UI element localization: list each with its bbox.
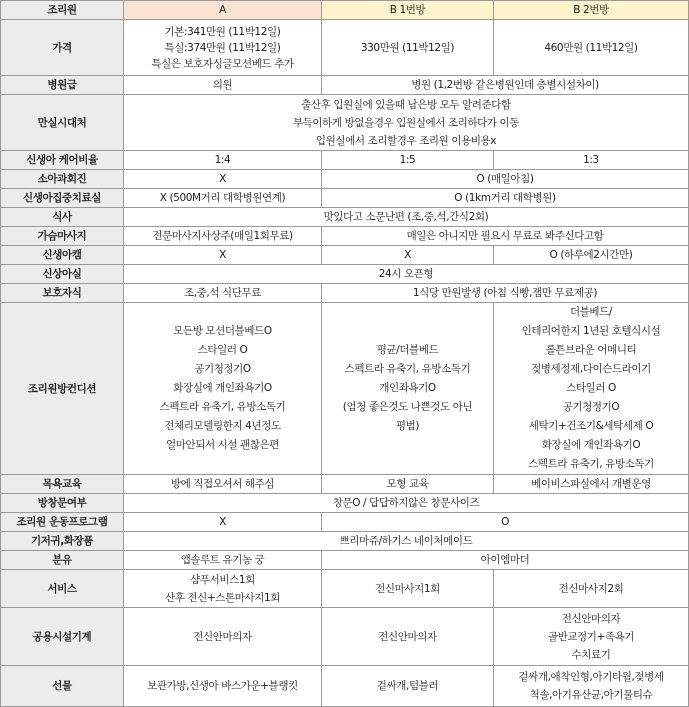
- label-ratio: 신생아 케어비율: [1, 151, 124, 170]
- visit-all: 창문O / 답답하지않은 창문사이즈: [124, 494, 689, 513]
- nursery-all: 24시 오픈형: [124, 265, 689, 284]
- facility-b2-line: 전신안마의자: [561, 612, 621, 625]
- gift-b1: 겉싸개,텀블러: [322, 666, 494, 707]
- emergency-line: 부득이하게 방없을경우 입원실에서 조리하다가 이동: [292, 116, 520, 129]
- row-cam: [1, 246, 689, 265]
- hospital-b: 병원 (1,2번방 같은병원인데 층별시설차이): [322, 76, 689, 95]
- facility-b2-line: 골반교정기+족욕기: [547, 630, 635, 643]
- header-col-b2: B 2번방: [494, 1, 689, 20]
- label-price: 가격: [1, 20, 124, 76]
- ratio-b2: 1:3: [494, 151, 689, 170]
- row-diaper: [1, 532, 689, 551]
- condition-a-line: 화장실에 개인좌욕기O: [173, 382, 272, 394]
- price-a-line: 특실은 보호자싱글모션베드 추가: [151, 57, 294, 70]
- guardian-b: 1식당 만원발생 (아침 식빵,잼만 무료제공): [322, 284, 689, 303]
- facility-b2-line: 수치료기: [571, 648, 611, 661]
- row-formula: [1, 551, 689, 570]
- condition-b2-line: 세탁기+건조기&세탁세제 O: [528, 420, 654, 432]
- row-guardian: [1, 284, 689, 303]
- row-gift: [1, 666, 689, 707]
- price-a: [124, 20, 322, 76]
- bathing-b2: 베이비스파실에서 개별운영: [494, 475, 689, 494]
- header-row-label: 조리원: [1, 1, 124, 20]
- price-b2: 460만원 (11박12일): [494, 20, 689, 76]
- label-visit: 방창문여부: [1, 494, 124, 513]
- row-price: [1, 20, 689, 76]
- price-a-line: 특실:374만원 (11박12일): [164, 41, 281, 54]
- label-hospital: 병원급: [1, 76, 124, 95]
- gift-b2: [494, 666, 689, 707]
- cam-b2: O (하루에2시간만): [494, 246, 689, 265]
- formula-b: 아이엠마더: [322, 551, 689, 570]
- label-condition: 조리원방컨디션: [1, 303, 124, 475]
- condition-a-line: 얼마안되서 시설 괜찮은편: [165, 439, 280, 451]
- condition-a-line: 스펙트라 유축기, 유방소독기: [159, 401, 286, 413]
- pediatric-a: X: [124, 170, 322, 189]
- condition-b2-line: 더블베드/: [569, 306, 613, 318]
- emergency-line: 입원실에서 조리할경우 조리원 이용비용x: [315, 134, 497, 147]
- label-guardian: 보호자식: [1, 284, 124, 303]
- label-nicu: 신생아집중치료실: [1, 189, 124, 208]
- formula-a: 앱솔루트 유기농 궁: [124, 551, 322, 570]
- gift-b2-line: 겉싸개,애착인형,아기타월,젖병세: [518, 671, 664, 683]
- ratio-a: 1:4: [124, 151, 322, 170]
- meal-all: 맛있다고 소문난편 (조,중,석,간식2회): [124, 208, 689, 227]
- label-gift: 선물: [1, 666, 124, 707]
- service-b1: 전신마사지1회: [322, 570, 494, 608]
- header-col-b1: B 1번방: [322, 1, 494, 20]
- exercise-b: O: [322, 513, 689, 532]
- label-pediatric: 소아과회진: [1, 170, 124, 189]
- service-b2: 전신마사지2회: [494, 570, 689, 608]
- label-facility: 공용시설기계: [1, 608, 124, 666]
- label-diaper: 기저귀,화장품: [1, 532, 124, 551]
- nicu-b: O (1km거리 대학병원): [322, 189, 689, 208]
- condition-b2-line: 롤튼브라운 어메니티: [545, 344, 637, 356]
- condition-b1-line: 스펙트라 유축기, 유방소독기: [344, 363, 471, 375]
- condition-b2-line: 화장실에 개인좌욕기O: [541, 439, 641, 451]
- condition-b1-line: 개인좌욕기O: [379, 382, 436, 394]
- row-meal: [1, 208, 689, 227]
- condition-b1-line: 평균/더블베드: [376, 344, 439, 356]
- condition-b1-line: (엄청 좋은것도 나쁜것도 아닌: [342, 401, 473, 413]
- row-service: [1, 570, 689, 608]
- condition-b2-line: 인테리어한지 1년된 호텔식시설: [521, 325, 661, 337]
- bathing-a: 방에 직접오셔서 해주심: [124, 475, 322, 494]
- gift-a: 보관가방,신생아 바스가운+블랭킷: [124, 666, 322, 707]
- row-emergency: [1, 95, 689, 151]
- nicu-a: X (500M거리 대학병원연계): [124, 189, 322, 208]
- label-emergency: 만실시대처: [1, 95, 124, 151]
- row-pediatric: [1, 170, 689, 189]
- label-formula: 분유: [1, 551, 124, 570]
- pediatric-b: O (매일아침): [322, 170, 689, 189]
- condition-b2-line: 젖병세정제,다이슨드라이기: [531, 363, 651, 375]
- emergency-line: 출산후 입원실에 있을때 남은방 모두 알려준다함: [301, 98, 511, 111]
- service-a: [124, 570, 322, 608]
- price-b1: 330만원 (11박12일): [322, 20, 494, 76]
- label-exercise: 조리원 운동프로그램: [1, 513, 124, 532]
- hospital-a: 의원: [124, 76, 322, 95]
- exercise-a: X: [124, 513, 322, 532]
- service-a-line: 산후 전신+스톤마사지1회: [164, 591, 281, 604]
- row-visit: [1, 494, 689, 513]
- row-exercise: [1, 513, 689, 532]
- label-meal: 식사: [1, 208, 124, 227]
- row-bathing: [1, 475, 689, 494]
- label-service: 서비스: [1, 570, 124, 608]
- condition-b2-line: 스펙트라 유축기, 유방소독기: [528, 458, 654, 470]
- guardian-a: 조,중,석 식단무료: [124, 284, 322, 303]
- gift-b2-line: 척솔,아기유산균,아기물티슈: [529, 689, 653, 701]
- row-hospital: [1, 76, 689, 95]
- cam-b1: X: [322, 246, 494, 265]
- ratio-b1: 1:5: [322, 151, 494, 170]
- row-facility: [1, 608, 689, 666]
- facility-b2: [494, 608, 689, 666]
- condition-a-line: 공기청정기O: [194, 363, 251, 375]
- service-a-line: 샴푸서비스1회: [190, 573, 255, 586]
- row-nicu: [1, 189, 689, 208]
- condition-b2: [494, 303, 689, 475]
- facility-b1: 전신안마의자: [322, 608, 494, 666]
- condition-b2-line: 공기청정기O: [562, 401, 620, 413]
- condition-b2-line: 스타일러 O: [566, 382, 616, 394]
- facility-a: 전신안마의자: [124, 608, 322, 666]
- emergency-all: [124, 95, 689, 151]
- diaper-all: 쁘리마쥬/하기스 네이처메이드: [124, 532, 689, 551]
- condition-a-line: 스타일러 O: [197, 344, 248, 356]
- condition-a-line: 모든방 모션더블베드O: [173, 325, 272, 337]
- breast-a: 전문마사지사상주(매일1회무료): [124, 227, 322, 246]
- label-breast: 가슴마사지: [1, 227, 124, 246]
- row-condition: [1, 303, 689, 475]
- condition-a-line: 전체리모델링한지 4년정도: [164, 420, 281, 432]
- label-bathing: 목욕교육: [1, 475, 124, 494]
- condition-a: [124, 303, 322, 475]
- label-nursery: 신상아실: [1, 265, 124, 284]
- condition-b1: [322, 303, 494, 475]
- label-cam: 신생아캠: [1, 246, 124, 265]
- header-col-a: A: [124, 1, 322, 20]
- row-nursery: [1, 265, 689, 284]
- row-breast: [1, 227, 689, 246]
- bathing-b1: 모형 교육: [322, 475, 494, 494]
- breast-b: 매일은 아니지만 필요시 무료로 봐주신다고함: [322, 227, 689, 246]
- row-ratio: [1, 151, 689, 170]
- cam-a: X: [124, 246, 322, 265]
- header-row: [1, 1, 689, 20]
- condition-b1-line: 평범): [395, 420, 420, 432]
- price-a-line: 기본:341만원 (11박12일): [164, 25, 281, 38]
